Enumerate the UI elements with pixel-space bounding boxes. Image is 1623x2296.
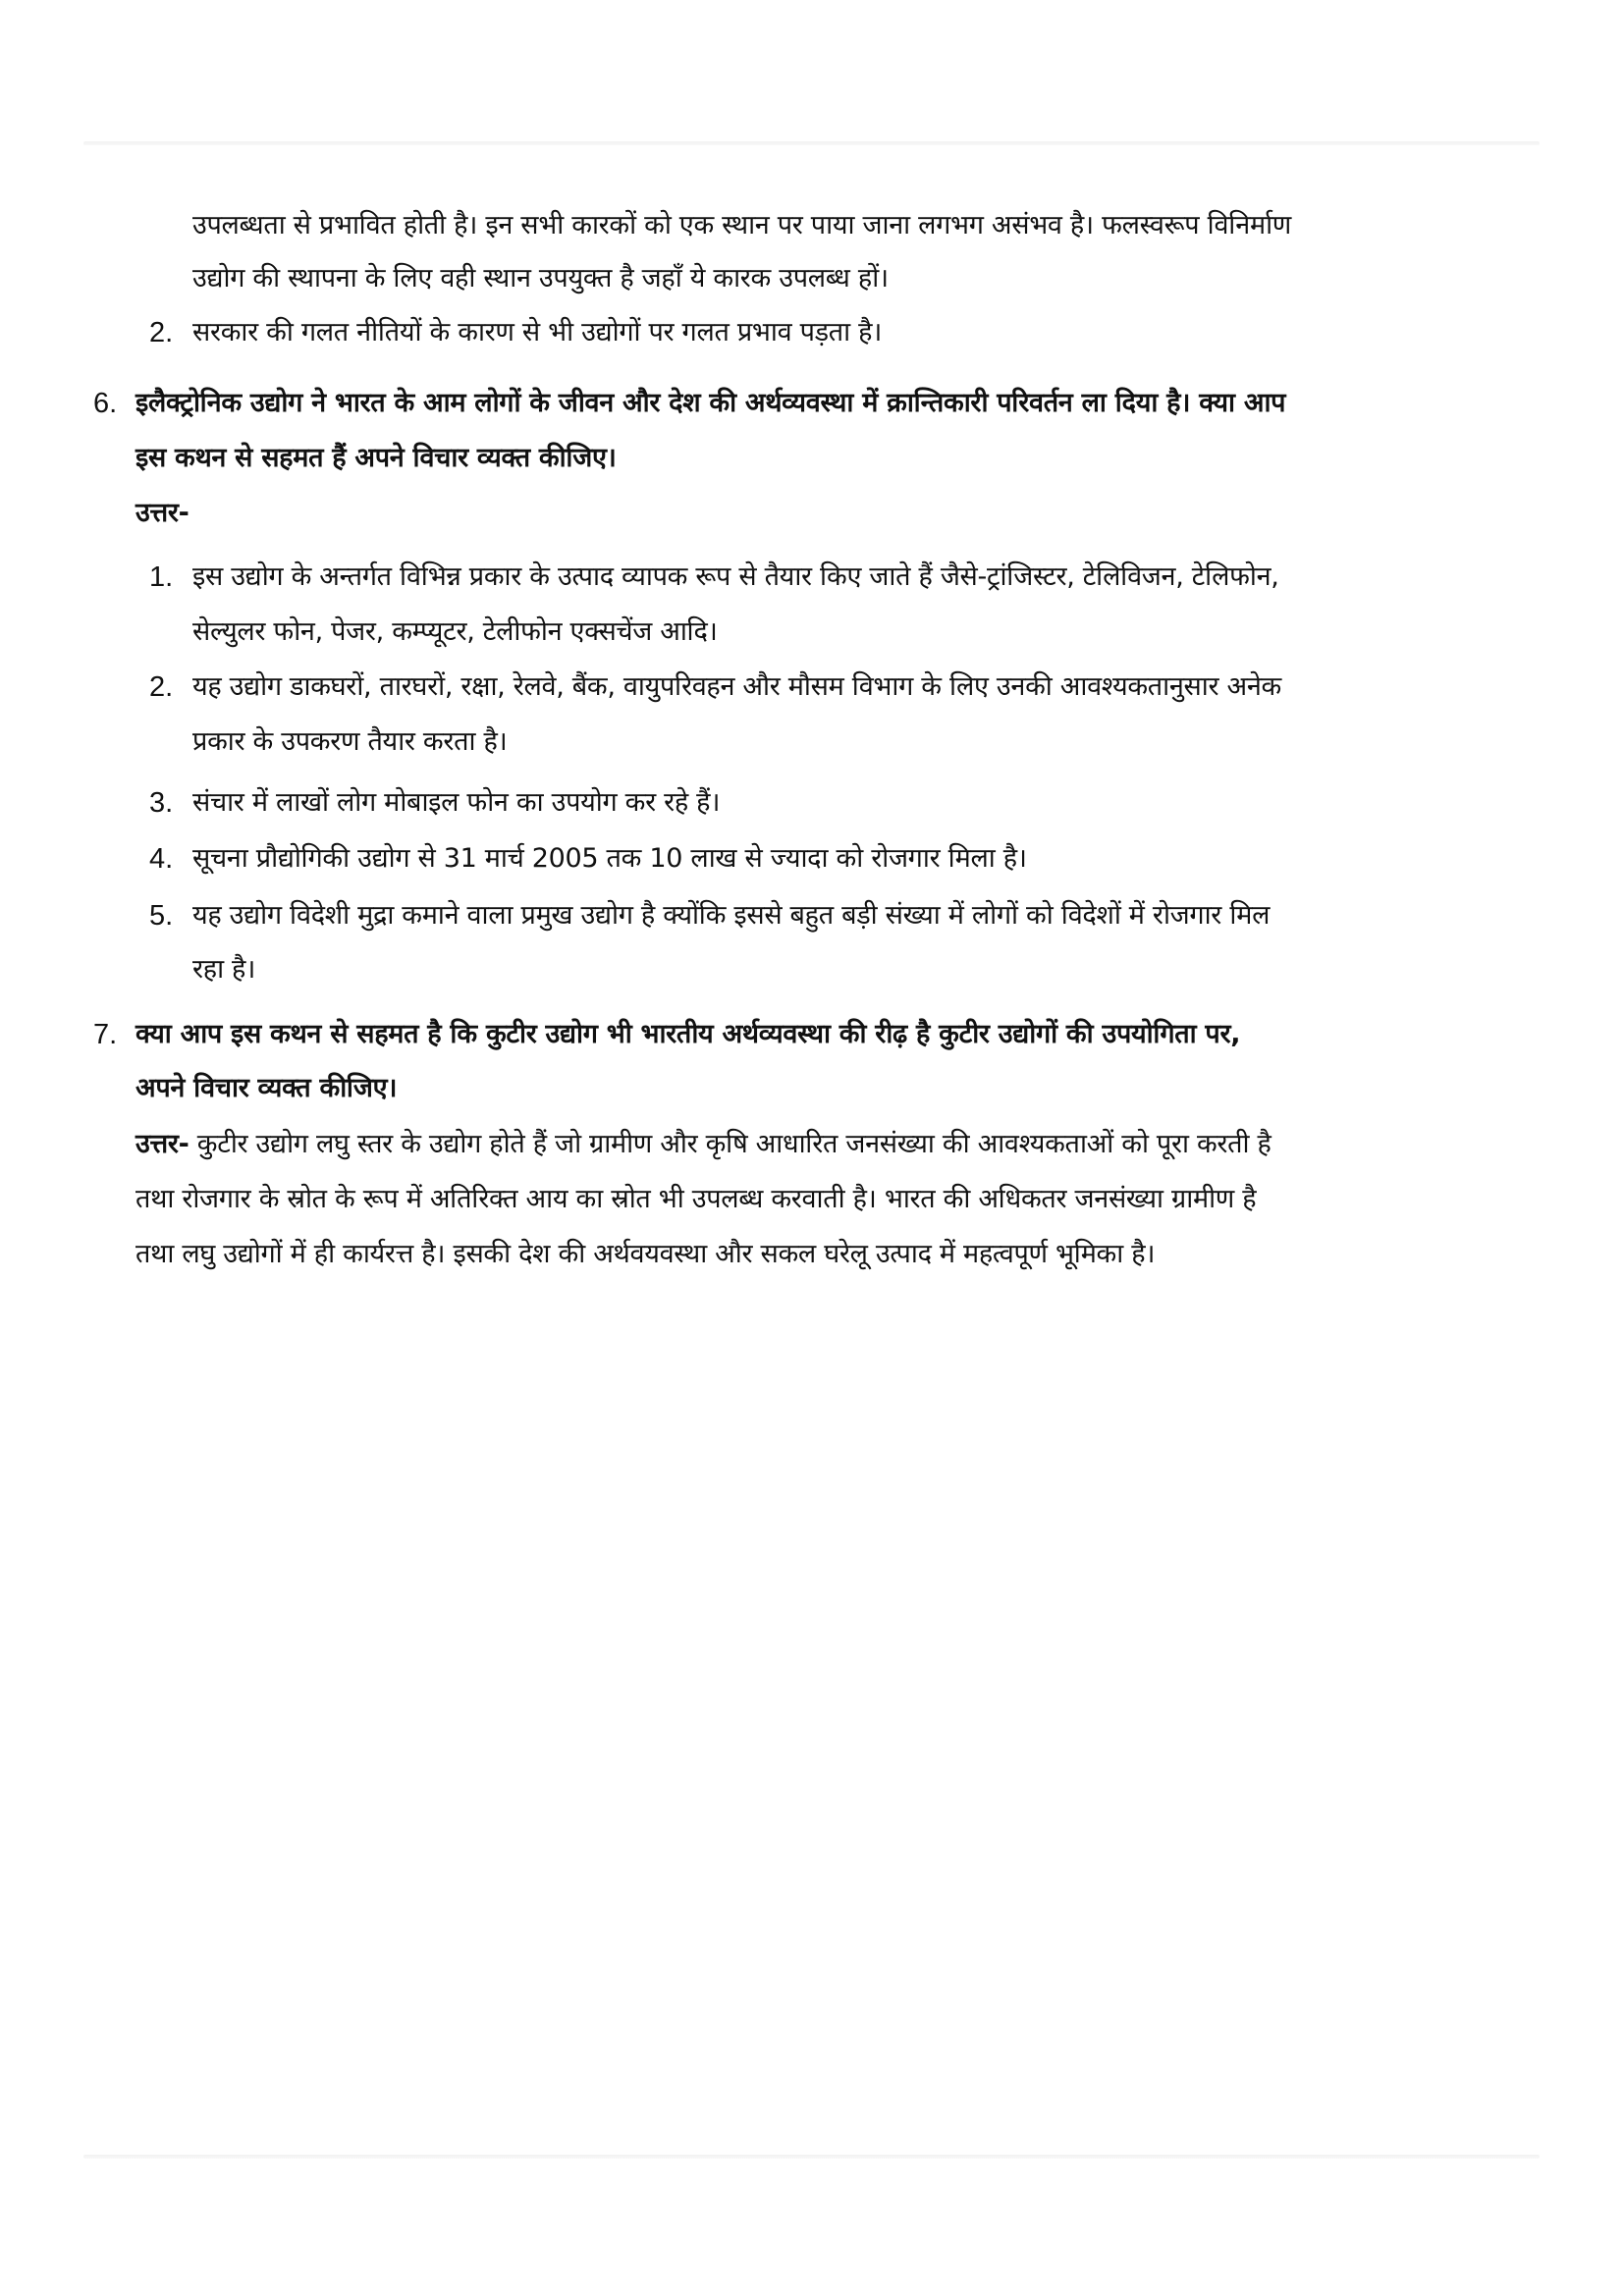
list-number: 3.: [149, 787, 174, 819]
answer-text: कुटीर उद्योग लघु स्तर के उद्योग होते हैं जो ग्रामीण और कृषि आधारित जनसंख्या की आवश्यकताओं को पूरा करती है: [189, 1129, 1271, 1159]
list-item-text: सेल्युलर फोन, पेजर, कम्प्यूटर, टेलीफोन एक्सचेंज आदि।: [192, 616, 718, 647]
list-number: 5.: [149, 900, 174, 932]
list-item-text: प्रकार के उपकरण तैयार करता है।: [192, 726, 508, 757]
list-item-text: सरकार की गलत नीतियों के कारण से भी उद्योगों पर गलत प्रभाव पड़ता है।: [192, 317, 883, 347]
answer-label: उत्तर-: [135, 498, 189, 528]
list-number: 4.: [149, 843, 174, 875]
list-item-text: यह उद्योग विदेशी मुद्रा कमाने वाला प्रमुख उद्योग है क्योंकि इससे बहुत बड़ी संख्या में लोगों को विदेशों में रोजगार मिल: [192, 900, 1271, 931]
answer-paragraph-line: तथा लघु उद्योगों में ही कार्यरत्त है। इसकी देश की अर्थवयवस्था और सकल घरेलू उत्पाद में महत्वपूर्ण भूमिका है।: [135, 1239, 1156, 1269]
list-item-text: यह उद्योग डाकघरों, तारघरों, रक्षा, रेलवे, बैंक, वायुपरिवहन और मौसम विभाग के लिए उनकी आवश्यकतानुसार अनेक: [192, 671, 1281, 702]
list-item-text: संचार में लाखों लोग मोबाइल फोन का उपयोग कर रहे हैं।: [192, 787, 721, 818]
footer-divider: [83, 2155, 1540, 2159]
answer-paragraph-line: तथा रोजगार के स्रोत के रूप में अतिरिक्त आय का स्रोत भी उपलब्ध करवाती है। भारत की अधिकतर जनसंख्या ग्रामीण है: [135, 1184, 1257, 1214]
list-number: 2.: [149, 671, 174, 703]
question-number: 6.: [93, 388, 118, 419]
continuation-line: उद्योग की स्थापना के लिए वही स्थान उपयुक्त है जहाँ ये कारक उपलब्ध हों।: [192, 263, 889, 294]
question-text: अपने विचार व्यक्त कीजिए।: [135, 1073, 398, 1103]
question-text: इस कथन से सहमत हैं अपने विचार व्यक्त कीजिए।: [135, 443, 617, 473]
list-item-text: रहा है।: [192, 954, 256, 985]
answer-label: उत्तर-: [135, 1129, 189, 1159]
question-text: इलैक्ट्रोनिक उद्योग ने भारत के आम लोगों के जीवन और देश की अर्थव्यवस्था में क्रान्तिकारी परिवर्तन ला दिया है। क्या आप: [135, 388, 1286, 418]
answer-paragraph-line: [135, 1127, 1271, 1162]
list-number: 2.: [149, 317, 174, 348]
continuation-line: उपलब्धता से प्रभावित होती है। इन सभी कारकों को एक स्थान पर पाया जाना लगभग असंभव है। फलस्वरूप विनिर्माण: [192, 210, 1292, 240]
list-item-text: सूचना प्रौद्योगिकी उद्योग से 31 मार्च 2005 तक 10 लाख से ज्यादा को रोजगार मिला है।: [192, 843, 1027, 874]
header-divider: [83, 141, 1540, 145]
list-number: 1.: [149, 561, 174, 593]
question-number: 7.: [93, 1019, 118, 1050]
question-text: क्या आप इस कथन से सहमत है कि कुटीर उद्योग भी भारतीय अर्थव्यवस्था की रीढ़ है कुटीर उद्योगों की उपयोगिता पर,: [135, 1019, 1241, 1049]
list-item-text: इस उद्योग के अन्तर्गत विभिन्न प्रकार के उत्पाद व्यापक रूप से तैयार किए जाते हैं जैसे-ट्रांजिस्टर, टेलिविजन, टेलिफोन,: [192, 561, 1279, 592]
